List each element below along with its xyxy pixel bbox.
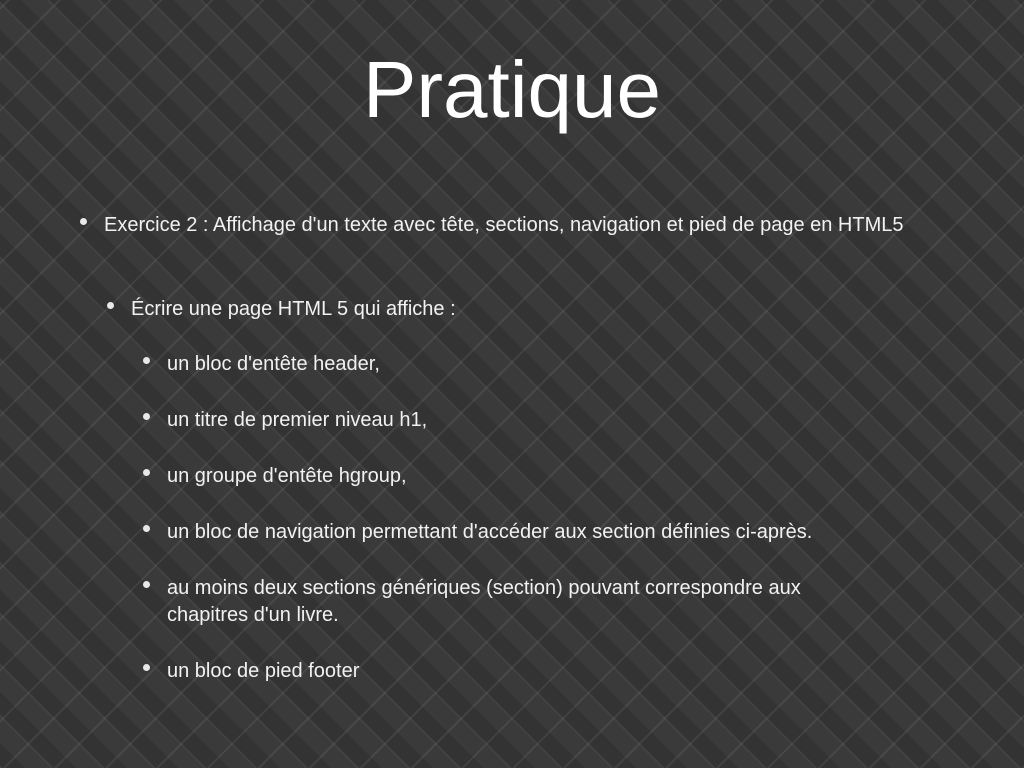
- list-item-text: au moins deux sections génériques (section) pouvant correspondre aux chapitres d'un livre.: [167, 577, 801, 626]
- bullet-icon: [143, 357, 150, 364]
- list-item-text: un bloc d'entête header,: [167, 353, 380, 375]
- bullet-icon: [143, 664, 150, 671]
- list-item-text: un groupe d'entête hgroup,: [167, 465, 407, 487]
- bullet-icon: [143, 469, 150, 476]
- slide-title: Pratique: [363, 45, 661, 134]
- bullet-icon: [143, 581, 150, 588]
- bullet-icon: [143, 525, 150, 532]
- list-item-text: Écrire une page HTML 5 qui affiche :: [131, 298, 456, 320]
- bullet-icon: [107, 302, 114, 309]
- bullet-icon: [80, 218, 87, 225]
- list-item-text: Exercice 2 : Affichage d'un texte avec tête, sections, navigation et pied de page en HTML5: [104, 214, 904, 236]
- list-item-text: un titre de premier niveau h1,: [167, 409, 428, 431]
- list-item-text: un bloc de pied footer: [167, 660, 360, 682]
- list-item-text: un bloc de navigation permettant d'accéder aux section définies ci-après.: [167, 521, 813, 543]
- bullet-icon: [143, 413, 150, 420]
